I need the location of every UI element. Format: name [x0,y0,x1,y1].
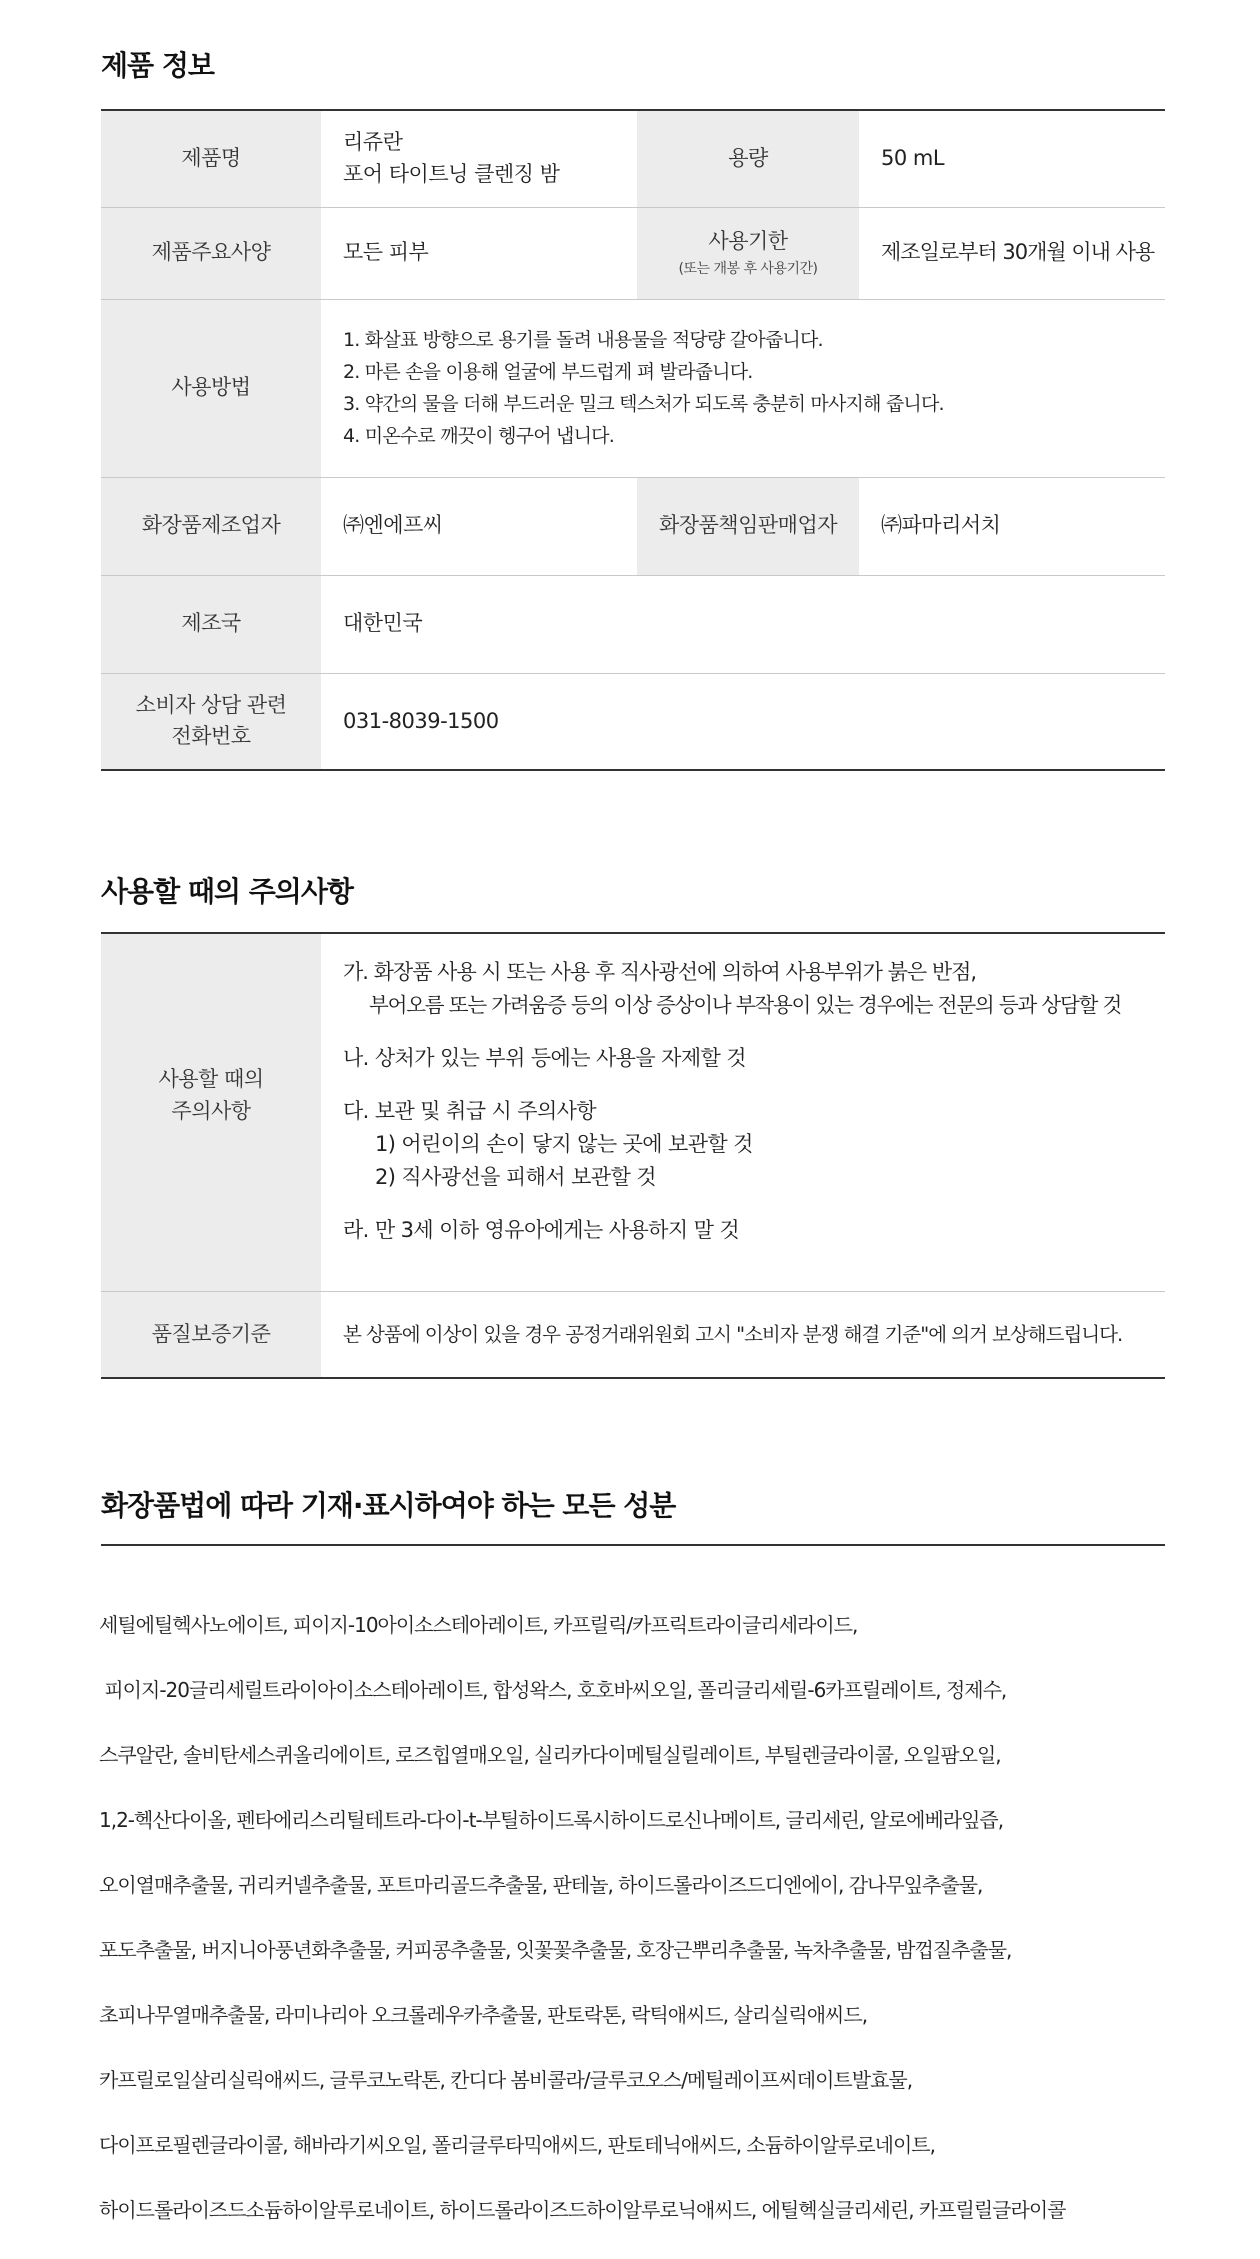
row-manufacturer [101,477,1165,575]
usage-step: 3. 약간의 물을 더해 부드러운 밀크 텍스처가 되도록 충분히 마사지해 줍니다. [343,393,944,415]
country-value: 대한민국 [321,575,1165,673]
contact-label-cell [101,673,321,770]
ingredients-line: 1,2-헥산다이올, 펜타에리스리틸테트라-다이-t-부틸하이드록시하이드로신나메이트, 글리세린, 알로에베라잎즙, [99,1807,1004,1832]
ingredients-line: 다이프로필렌글라이콜, 해바라기씨오일, 폴리글루타믹애씨드, 판토테닉애씨드, 소듐하이알루로네이트, [99,2132,935,2157]
ingredients-divider [101,1544,1165,1546]
caution-item-da: 다. 보관 및 취급 시 주의사항 [343,1099,596,1123]
product-name-label: 제품명 [101,110,321,207]
usage-step: 4. 미온수로 깨끗이 헹구어 냅니다. [343,425,614,447]
volume-label: 용량 [637,110,859,207]
ingredients-line: 초피나무열매추출물, 라미나리아 오크롤레우카추출물, 판토락톤, 락틱애씨드, 살리실릭애씨드, [99,2002,868,2027]
caution-item-ga-line1: 가. 화장품 사용 시 또는 사용 후 직사광선에 의하여 사용부위가 붉은 반점, [343,960,977,984]
expiry-sub-label: (또는 개봉 후 사용기간) [678,260,818,277]
product-name-line2: 포어 타이트닝 클렌징 밤 [343,161,560,186]
usage-step: 2. 마른 손을 이용해 얼굴에 부드럽게 펴 발라줍니다. [343,361,753,383]
volume-value: 50 mL [881,146,945,170]
ingredients-list [99,1576,1179,2259]
ingredients-line: 세틸에틸헥사노에이트, 피이지-10아이소스테아레이트, 카프릴릭/카프릭트라이글리세라이드, [99,1612,858,1637]
caution-label-line1: 사용할 때의 [158,1067,264,1091]
product-name-value [321,110,637,207]
caution-title: 사용할 때의 주의사항 [101,875,353,908]
product-info-table [101,109,1165,771]
seller-label: 화장품책임판매업자 [637,477,859,575]
caution-label-line2: 주의사항 [171,1098,251,1123]
usage-steps [321,299,1165,477]
caution-item-da-1: 1) 어린이의 손이 닿지 않는 곳에 보관할 것 [375,1132,753,1156]
spec-value: 모든 피부 [321,207,637,299]
caution-table [101,932,1165,1379]
contact-phone: 031-8039-1500 [321,673,1165,770]
caution-item-ga-line2: 부어오름 또는 가려움증 등의 이상 증상이나 부작용이 있는 경우에는 전문의 등과 상담할 것 [369,993,1122,1017]
usage-label: 사용방법 [101,299,321,477]
caution-item-ra: 라. 만 3세 이하 영유아에게는 사용하지 말 것 [343,1218,740,1242]
quality-value: 본 상품에 이상이 있을 경우 공정거래위원회 고시 "소비자 분쟁 해결 기준"에 의거 보상해드립니다. [321,1291,1165,1378]
row-caution [101,933,1165,1291]
ingredients-line: 피이지-20글리세릴트라이아이소스테아레이트, 합성왁스, 호호바씨오일, 폴리글리세릴-6카프릴레이트, 정제수, [99,1677,1007,1702]
expiry-value: 제조일로부터 30개월 이내 사용 [859,207,1165,299]
caution-content [321,933,1165,1291]
caution-label-cell [101,933,321,1291]
product-name-line1: 리쥬란 [343,130,403,155]
row-usage [101,299,1165,477]
caution-item-da-2: 2) 직사광선을 피해서 보관할 것 [375,1165,656,1189]
product-info-title: 제품 정보 [101,49,214,82]
expiry-label-cell [637,207,859,299]
usage-step: 1. 화살표 방향으로 용기를 돌려 내용물을 적당량 갈아줍니다. [343,329,823,351]
ingredients-line: 하이드롤라이즈드소듐하이알루로네이트, 하이드롤라이즈드하이알루로닉애씨드, 에틸헥실글리세린, 카프릴릴글라이콜 [99,2197,1066,2222]
ingredients-title: 화장품법에 따라 기재·표시하여야 하는 모든 성분 [101,1489,676,1522]
country-label: 제조국 [101,575,321,673]
row-quality [101,1291,1165,1378]
contact-label-line1: 소비자 상담 관련 [135,692,287,717]
seller-value: ㈜파마리서치 [859,477,1165,575]
ingredients-line: 스쿠알란, 솔비탄세스퀴올리에이트, 로즈힙열매오일, 실리카다이메틸실릴레이트, 부틸렌글라이콜, 오일팜오일, [99,1742,1001,1767]
caution-item-na: 나. 상처가 있는 부위 등에는 사용을 자제할 것 [343,1046,746,1070]
row-spec [101,207,1165,299]
row-contact [101,673,1165,770]
manufacturer-value: ㈜엔에프씨 [321,477,637,575]
quality-label: 품질보증기준 [101,1291,321,1378]
ingredients-line: 카프릴로일살리실릭애씨드, 글루코노락톤, 칸디다 봄비콜라/글루코오스/메틸레이프씨데이트발효물, [99,2067,913,2092]
expiry-label: 사용기한 [708,229,788,254]
ingredients-line: 포도추출물, 버지니아풍년화추출물, 커피콩추출물, 잇꽃꽃추출물, 호장근뿌리추출물, 녹차추출물, 밤껍질추출물, [99,1937,1012,1962]
spec-label: 제품주요사양 [101,207,321,299]
row-product-name [101,110,1165,207]
row-country [101,575,1165,673]
contact-label-line2: 전화번호 [171,724,251,749]
manufacturer-label: 화장품제조업자 [101,477,321,575]
ingredients-line: 오이열매추출물, 귀리커넬추출물, 포트마리골드추출물, 판테놀, 하이드롤라이즈드디엔에이, 감나무잎추출물, [99,1872,983,1897]
